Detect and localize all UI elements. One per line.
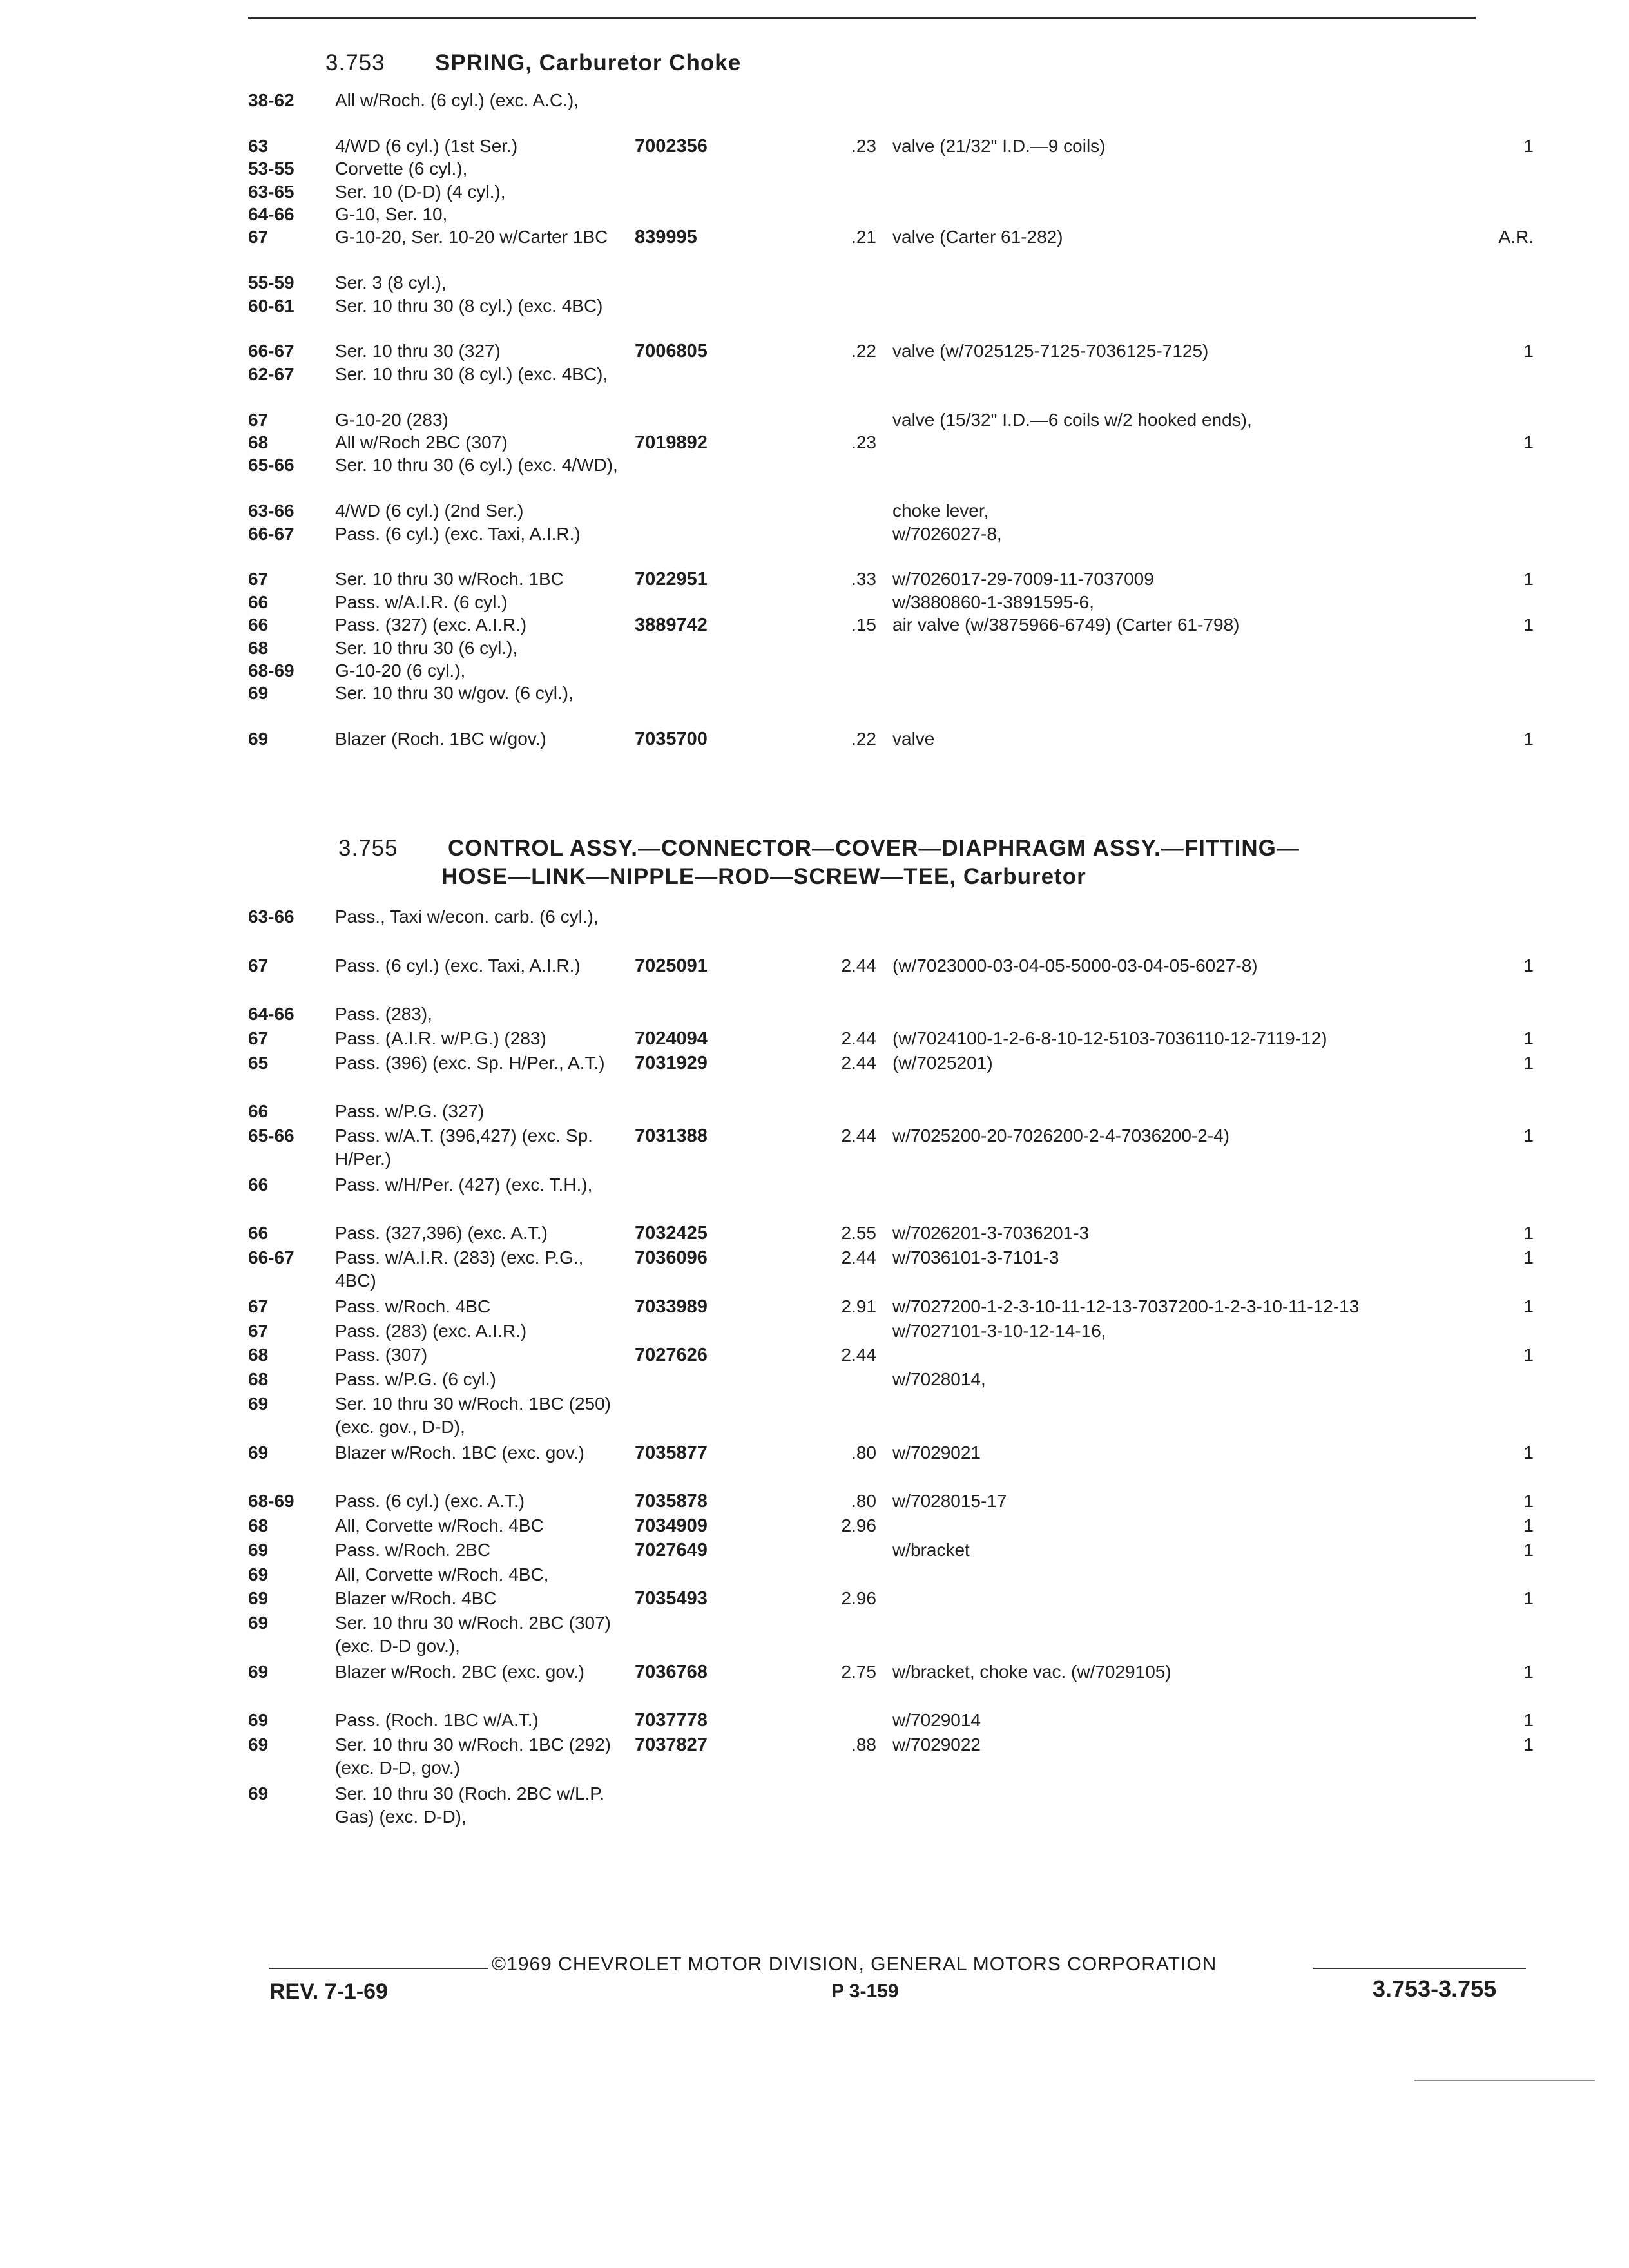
part-number: 7002356: [635, 135, 708, 157]
application-text: Pass. w/P.G. (327): [335, 1101, 485, 1122]
part-number: 7031388: [635, 1126, 708, 1147]
application-text: Pass. w/A.I.R. (283) (exc. P.G., 4BC): [335, 1247, 584, 1291]
model-years: 64-66: [248, 1004, 294, 1024]
part-description: w/7029014: [892, 1710, 981, 1731]
top-rule: [248, 17, 1476, 19]
list-price: 2.91: [841, 1296, 876, 1316]
model-years: 63-65: [248, 181, 294, 202]
quantity: 1: [1523, 1710, 1534, 1731]
model-years: 69: [248, 1783, 269, 1803]
part-number: 7035878: [635, 1491, 708, 1512]
part-number: 7035700: [635, 729, 708, 750]
quantity: 1: [1523, 1028, 1534, 1048]
model-years: 67: [248, 409, 269, 430]
model-years: 66-67: [248, 523, 294, 544]
list-price: .88: [851, 1735, 876, 1755]
model-years: 65-66: [248, 455, 294, 476]
application-text: All w/Roch 2BC (307): [335, 432, 508, 452]
application-text: Pass. w/Roch. 2BC: [335, 1539, 491, 1560]
application-text: Blazer (Roch. 1BC w/gov.): [335, 729, 546, 749]
part-description: valve (15/32" I.D.—6 coils w/2 hooked ends),: [892, 409, 1252, 430]
model-years: 62-67: [248, 363, 294, 384]
section-range: 3.753-3.755: [1373, 1975, 1497, 2002]
application-text: Ser. 10 thru 30 (8 cyl.) (exc. 4BC): [335, 295, 603, 316]
model-years: 69: [248, 1588, 269, 1609]
application-text: Pass. w/P.G. (6 cyl.): [335, 1369, 496, 1390]
application-text: Blazer w/Roch. 4BC: [335, 1588, 497, 1609]
model-years: 63-66: [248, 907, 294, 927]
application-text: G-10-20 (283): [335, 409, 448, 430]
model-years: 67: [248, 1320, 269, 1341]
part-number: 7036096: [635, 1247, 708, 1269]
application-text: Ser. 10 thru 30 (327): [335, 341, 501, 361]
quantity: 1: [1523, 1588, 1534, 1609]
part-description: w/7036101-3-7101-3: [892, 1247, 1059, 1268]
application-text: Ser. 10 thru 30 (6 cyl.),: [335, 637, 518, 658]
model-years: 66: [248, 591, 269, 612]
model-years: 69: [248, 1613, 269, 1633]
model-years: 65: [248, 1052, 269, 1073]
application-text: Ser. 10 thru 30 w/gov. (6 cyl.),: [335, 683, 574, 704]
model-years: 68-69: [248, 1491, 294, 1512]
section-heading-3753: [325, 49, 741, 77]
application-text: Pass. (6 cyl.) (exc. A.T.): [335, 1491, 525, 1512]
quantity: 1: [1523, 1126, 1534, 1146]
part-number: 7034909: [635, 1515, 708, 1536]
application-text: Ser. 10 thru 30 w/Roch. 2BC (307) (exc. D-D gov.),: [335, 1613, 611, 1657]
application-text: Pass., Taxi w/econ. carb. (6 cyl.),: [335, 907, 599, 927]
part-number: 7027649: [635, 1539, 708, 1561]
part-number: 7022951: [635, 569, 708, 590]
model-years: 66-67: [248, 1247, 294, 1268]
application-text: Pass. (396) (exc. Sp. H/Per., A.T.): [335, 1052, 605, 1073]
model-years: 68: [248, 432, 269, 452]
application-text: Ser. 10 thru 30 w/Roch. 1BC: [335, 569, 564, 590]
section-title: SPRING, Carburetor Choke: [435, 50, 742, 75]
application-text: Pass. (6 cyl.) (exc. Taxi, A.I.R.): [335, 955, 581, 975]
list-price: .23: [851, 432, 876, 452]
section-number: 3.755: [338, 836, 398, 861]
list-price: .15: [851, 615, 876, 635]
application-text: Pass. w/A.I.R. (6 cyl.): [335, 591, 508, 612]
quantity: 1: [1523, 1515, 1534, 1535]
model-years: 63: [248, 135, 269, 156]
model-years: 69: [248, 1710, 269, 1731]
application-text: 4/WD (6 cyl.) (2nd Ser.): [335, 501, 524, 521]
part-description: choke lever,: [892, 501, 989, 521]
application-text: Pass. (A.I.R. w/P.G.) (283): [335, 1028, 546, 1048]
quantity: 1: [1523, 955, 1534, 975]
list-price: 2.96: [841, 1588, 876, 1609]
part-description: w/7028014,: [892, 1369, 986, 1390]
model-years: 69: [248, 1442, 269, 1463]
list-price: 2.44: [841, 1028, 876, 1048]
part-description: w/bracket, choke vac. (w/7029105): [892, 1661, 1171, 1682]
list-price: .33: [851, 569, 876, 590]
part-description: valve (w/7025125-7125-7036125-7125): [892, 341, 1209, 361]
copyright-line: [269, 1954, 1526, 1973]
part-number: 7033989: [635, 1296, 708, 1317]
model-years: 66-67: [248, 341, 294, 361]
part-number: 7032425: [635, 1223, 708, 1244]
part-number: 7031929: [635, 1052, 708, 1073]
section-title-continued: HOSE—LINK—NIPPLE—ROD—SCREW—TEE, Carburetor: [441, 863, 1086, 889]
part-number: 839995: [635, 227, 697, 248]
model-years: 69: [248, 1735, 269, 1755]
quantity: 1: [1523, 135, 1534, 156]
model-years: 69: [248, 1564, 269, 1584]
application-text: Blazer w/Roch. 2BC (exc. gov.): [335, 1661, 584, 1682]
section-heading-3755: [338, 834, 1300, 891]
application-text: Blazer w/Roch. 1BC (exc. gov.): [335, 1442, 584, 1463]
part-number: 7006805: [635, 341, 708, 362]
quantity: 1: [1523, 341, 1534, 361]
application-text: Ser. 10 thru 30 (6 cyl.) (exc. 4/WD),: [335, 455, 618, 476]
quantity: 1: [1523, 615, 1534, 635]
application-text: Ser. 10 thru 30 (Roch. 2BC w/L.P. Gas) (exc. D-D),: [335, 1783, 605, 1827]
model-years: 67: [248, 227, 269, 247]
part-description: w/7027101-3-10-12-14-16,: [892, 1320, 1106, 1341]
part-number: 7035877: [635, 1442, 708, 1463]
model-years: 68: [248, 1345, 269, 1365]
list-price: 2.44: [841, 1126, 876, 1146]
part-description: w/7026027-8,: [892, 523, 1002, 544]
model-years: 68: [248, 1369, 269, 1390]
part-number: 7019892: [635, 432, 708, 453]
application-text: Pass. (327) (exc. A.I.R.): [335, 615, 527, 635]
part-description: (w/7024100-1-2-6-8-10-12-5103-7036110-12-7119-12): [892, 1028, 1327, 1048]
part-description: w/7029021: [892, 1442, 981, 1463]
model-years: 66: [248, 1174, 269, 1195]
list-price: 2.44: [841, 1345, 876, 1365]
application-text: Ser. 10 thru 30 w/Roch. 1BC (292) (exc. D-D, gov.): [335, 1735, 611, 1778]
bottom-rule: [1414, 2080, 1595, 2081]
list-price: 2.96: [841, 1515, 876, 1535]
model-years: 66: [248, 1101, 269, 1122]
part-number: 7035493: [635, 1588, 708, 1610]
model-years: 65-66: [248, 1126, 294, 1146]
part-description: w/7027200-1-2-3-10-11-12-13-7037200-1-2-3-10-11-12-13: [892, 1296, 1360, 1316]
section-title: CONTROL ASSY.—CONNECTOR—COVER—DIAPHRAGM ASSY.—FITTING—: [448, 836, 1300, 861]
quantity: 1: [1523, 1661, 1534, 1682]
application-text: All w/Roch. (6 cyl.) (exc. A.C.),: [335, 90, 579, 110]
copyright-text: ©1969 CHEVROLET MOTOR DIVISION, GENERAL MOTORS CORPORATION: [492, 1954, 1217, 1975]
part-number: 7036768: [635, 1661, 708, 1682]
part-number: 7037827: [635, 1735, 708, 1756]
quantity: 1: [1523, 1345, 1534, 1365]
part-number: 3889742: [635, 615, 708, 636]
quantity: 1: [1523, 1052, 1534, 1073]
application-text: Ser. 10 thru 30 w/Roch. 1BC (250) (exc. gov., D-D),: [335, 1394, 611, 1437]
model-years: 64-66: [248, 204, 294, 224]
model-years: 66: [248, 1223, 269, 1244]
application-text: Corvette (6 cyl.),: [335, 159, 468, 179]
section-number: 3.753: [325, 50, 385, 75]
model-years: 63-66: [248, 501, 294, 521]
revision-date: REV. 7-1-69: [269, 1979, 388, 2004]
application-text: Pass. (283),: [335, 1004, 432, 1024]
part-description: valve: [892, 729, 935, 749]
part-description: w/7029022: [892, 1735, 981, 1755]
model-years: 60-61: [248, 295, 294, 316]
application-text: G-10, Ser. 10,: [335, 204, 448, 224]
model-years: 66: [248, 615, 269, 635]
application-text: Ser. 3 (8 cyl.),: [335, 273, 447, 293]
list-price: .23: [851, 135, 876, 156]
part-description: air valve (w/3875966-6749) (Carter 61-798): [892, 615, 1240, 635]
application-text: All, Corvette w/Roch. 4BC,: [335, 1564, 549, 1584]
model-years: 69: [248, 1539, 269, 1560]
model-years: 69: [248, 729, 269, 749]
list-price: 2.55: [841, 1223, 876, 1244]
application-text: Ser. 10 thru 30 (8 cyl.) (exc. 4BC),: [335, 363, 608, 384]
page-number: P 3-159: [831, 1981, 899, 2002]
list-price: 2.44: [841, 1052, 876, 1073]
model-years: 68: [248, 637, 269, 658]
quantity: 1: [1523, 1491, 1534, 1512]
part-number: 7024094: [635, 1028, 708, 1049]
part-description: w/7026017-29-7009-11-7037009: [892, 569, 1154, 590]
part-description: w/7028015-17: [892, 1491, 1007, 1512]
quantity: 1: [1523, 1223, 1534, 1244]
application-text: G-10-20, Ser. 10-20 w/Carter 1BC: [335, 227, 608, 247]
model-years: 55-59: [248, 273, 294, 293]
model-years: 67: [248, 955, 269, 975]
model-years: 38-62: [248, 90, 294, 110]
part-number: 7027626: [635, 1345, 708, 1366]
quantity: 1: [1523, 1539, 1534, 1560]
list-price: 2.75: [841, 1661, 876, 1682]
part-description: valve (21/32" I.D.—9 coils): [892, 135, 1106, 156]
part-description: w/3880860-1-3891595-6,: [892, 591, 1094, 612]
application-text: G-10-20 (6 cyl.),: [335, 660, 466, 680]
model-years: 69: [248, 1661, 269, 1682]
model-years: 68-69: [248, 660, 294, 680]
application-text: Pass. (6 cyl.) (exc. Taxi, A.I.R.): [335, 523, 581, 544]
quantity: 1: [1523, 1735, 1534, 1755]
list-price: .22: [851, 729, 876, 749]
part-description: w/7025200-20-7026200-2-4-7036200-2-4): [892, 1126, 1230, 1146]
list-price: 2.44: [841, 1247, 876, 1268]
model-years: 68: [248, 1515, 269, 1535]
application-text: 4/WD (6 cyl.) (1st Ser.): [335, 135, 518, 156]
application-text: Pass. w/H/Per. (427) (exc. T.H.),: [335, 1174, 593, 1195]
application-text: Pass. (327,396) (exc. A.T.): [335, 1223, 548, 1244]
list-price: .21: [851, 227, 876, 247]
model-years: 53-55: [248, 159, 294, 179]
model-years: 67: [248, 1296, 269, 1316]
part-description: valve (Carter 61-282): [892, 227, 1063, 247]
application-text: Pass. (283) (exc. A.I.R.): [335, 1320, 527, 1341]
part-number: 7037778: [635, 1710, 708, 1731]
part-description: (w/7023000-03-04-05-5000-03-04-05-6027-8): [892, 955, 1258, 975]
quantity: 1: [1523, 1247, 1534, 1268]
quantity: 1: [1523, 569, 1534, 590]
model-years: 69: [248, 1394, 269, 1414]
application-text: Ser. 10 (D-D) (4 cyl.),: [335, 181, 506, 202]
application-text: All, Corvette w/Roch. 4BC: [335, 1515, 544, 1535]
quantity: A.R.: [1498, 227, 1534, 247]
quantity: 1: [1523, 1296, 1534, 1316]
part-description: w/7026201-3-7036201-3: [892, 1223, 1090, 1244]
part-number: 7025091: [635, 955, 708, 976]
application-text: Pass. (307): [335, 1345, 428, 1365]
part-description: (w/7025201): [892, 1052, 993, 1073]
quantity: 1: [1523, 729, 1534, 749]
model-years: 69: [248, 683, 269, 704]
quantity: 1: [1523, 1442, 1534, 1463]
application-text: Pass. (Roch. 1BC w/A.T.): [335, 1710, 539, 1731]
application-text: Pass. w/Roch. 4BC: [335, 1296, 491, 1316]
application-text: Pass. w/A.T. (396,427) (exc. Sp. H/Per.): [335, 1126, 593, 1169]
part-description: w/bracket: [892, 1539, 970, 1560]
quantity: 1: [1523, 432, 1534, 452]
list-price: 2.44: [841, 955, 876, 975]
model-years: 67: [248, 1028, 269, 1048]
list-price: .80: [851, 1442, 876, 1463]
model-years: 67: [248, 569, 269, 590]
list-price: .22: [851, 341, 876, 361]
list-price: .80: [851, 1491, 876, 1512]
